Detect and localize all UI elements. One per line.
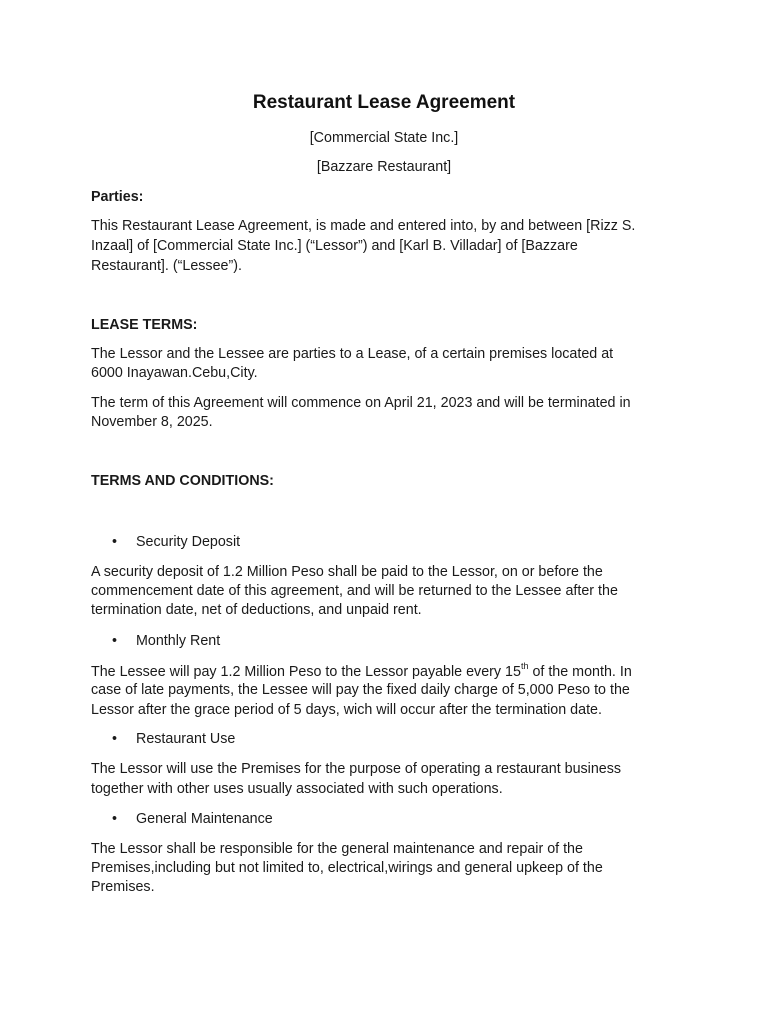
lessee-company: [Bazzare Restaurant] bbox=[316, 159, 452, 175]
bullet-monthly-rent bbox=[112, 633, 220, 649]
bullet-icon: • bbox=[112, 811, 118, 827]
general-maintenance-line: The Lessor shall be responsible for the general maintenance and repair of the bbox=[91, 841, 583, 857]
bullet-icon: • bbox=[112, 534, 118, 550]
bullet-label: Monthly Rent bbox=[136, 633, 221, 649]
restaurant-use-line: The Lessor will use the Premises for the purpose of operating a restaurant business bbox=[91, 761, 622, 777]
bullet-icon: • bbox=[112, 731, 118, 747]
lease-term-dates-line: November 8, 2025. bbox=[91, 414, 213, 430]
lease-term-dates-line: The term of this Agreement will commence on April 21, 2023 and will be terminated in bbox=[91, 395, 631, 411]
restaurant-use-line: together with other uses usually associated with such operations. bbox=[91, 781, 503, 797]
lease-terms-heading: LEASE TERMS: bbox=[91, 317, 198, 333]
terms-conditions-heading: TERMS AND CONDITIONS: bbox=[91, 473, 274, 489]
document-title: Restaurant Lease Agreement bbox=[252, 92, 516, 113]
security-deposit-line: termination date, net of deductions, and unpaid rent. bbox=[91, 602, 422, 618]
bullet-label: General Maintenance bbox=[136, 811, 273, 827]
monthly-rent-line bbox=[91, 662, 632, 680]
lease-terms-line: The Lessor and the Lessee are parties to a Lease, of a certain premises located at bbox=[91, 346, 614, 362]
parties-line: Restaurant]. (“Lessee”). bbox=[91, 258, 242, 274]
bullet-general-maintenance bbox=[112, 811, 273, 827]
lease-terms-line: 6000 Inayawan.Cebu,City. bbox=[91, 365, 258, 381]
general-maintenance-line: Premises,including but not limited to, electrical,wirings and general upkeep of the bbox=[91, 860, 603, 876]
ordinal-suffix: th bbox=[520, 661, 529, 671]
lessor-company: [Commercial State Inc.] bbox=[309, 130, 459, 146]
general-maintenance-line: Premises. bbox=[91, 879, 155, 895]
parties-line: This Restaurant Lease Agreement, is made and entered into, by and between [Rizz S. bbox=[91, 218, 636, 234]
bullet-label: Security Deposit bbox=[136, 534, 241, 550]
bullet-label: Restaurant Use bbox=[136, 731, 236, 747]
bullet-security-deposit bbox=[112, 534, 240, 550]
parties-heading: Parties: bbox=[91, 189, 144, 205]
parties-line: Inzaal] of [Commercial State Inc.] (“Lessor”) and [Karl B. Villadar] of [Bazzare bbox=[91, 238, 578, 254]
security-deposit-line: commencement date of this agreement, and will be returned to the Lessee after the bbox=[91, 583, 618, 599]
security-deposit-line: A security deposit of 1.2 Million Peso shall be paid to the Lessor, on or before the bbox=[91, 564, 603, 580]
bullet-restaurant-use bbox=[112, 731, 235, 747]
monthly-rent-text: of the month. In bbox=[528, 663, 632, 680]
monthly-rent-line: Lessor after the grace period of 5 days, wich will occur after the termination date. bbox=[91, 702, 602, 718]
bullet-icon: • bbox=[112, 633, 118, 649]
monthly-rent-line: case of late payments, the Lessee will pay the fixed daily charge of 5,000 Peso to the bbox=[91, 682, 630, 698]
monthly-rent-text: The Lessee will pay 1.2 Million Peso to the Lessor payable every 15 bbox=[91, 663, 521, 680]
